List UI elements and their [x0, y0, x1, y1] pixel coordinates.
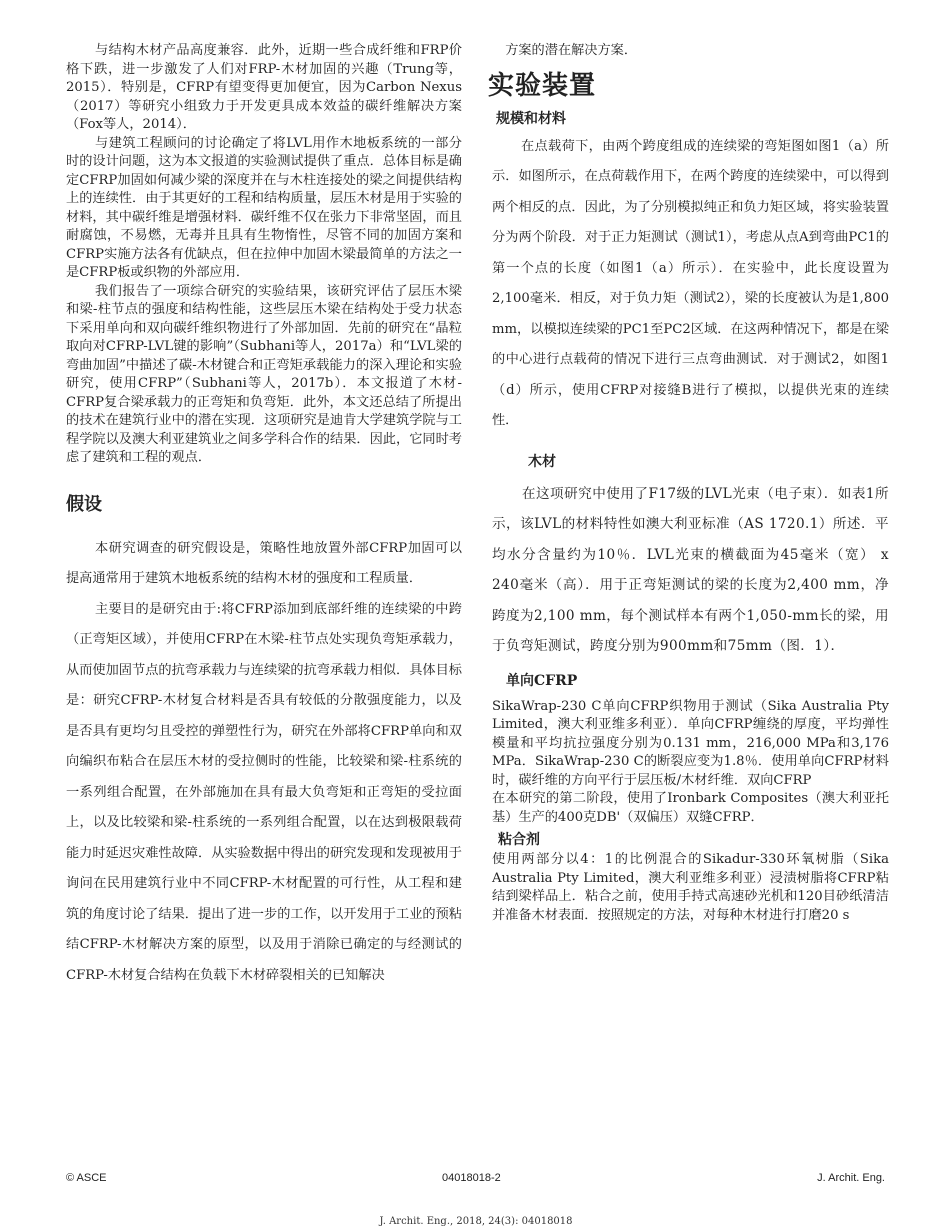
heading-scale-materials: 规模和材料 [496, 110, 566, 127]
paragraph-moment-diagram: 在点载荷下，由两个跨度组成的连续梁的弯矩图如图1（a）所示．如图所示，在点荷载作用下，在两个跨度的连续梁中，可以得到两个相反的点．因此，为了分别模拟纯正和负力矩区域，将实验装置分为两个阶段．对于正力矩测试（测试1），考虑从点A到弯曲PC1的第一个点的长度（如图1（a）所示）．在实验中，此长度设置为2,100毫米．相反，对于负力矩（测试2），梁的长度被认为是1,800 mm，以模拟连续梁的PC1至PC2区域．在这两种情况下，都是在梁的中心进行点载荷的情况下进行三点弯曲测试．对于测试2，如图1（d）所示，使用CFRP对接缝B进行了模拟，以提供光束的连续性． [492, 138, 889, 428]
heading-hypothesis: 假设 [66, 493, 102, 515]
paragraph-compatibility: 与结构木材产品高度兼容．此外，近期一些合成纤维和FRP价格下跌，进一步激发了人们对FRP-木材加固的兴趣（Trung等，2015）．特别是，CFRP有望变得更加便宜，因为Carbon Nexus（2017）等研究小组致力于开发更具成本效益的碳纤维解决方案（Fox等人，2014）． [66, 43, 462, 132]
paragraph-bidirectional-cfrp: 在本研究的第二阶段，使用了Ironbark Composites（澳大利亚托基）生产的400克DB'（双偏压）双缝CFRP． [492, 791, 889, 825]
right-column [488, 42, 889, 925]
paragraph-objectives: 主要目的是研究由于:将CFRP添加到底部纤维的连续梁的中跨（正弯矩区域），并使用CFRP在木梁-柱节点处实现负弯矩承载力，从而使加固节点的抗弯承载力与连续梁的抗弯承载力相似．具体目标是：研究CFRP-木材复合材料是否具有较低的分散强度能力，以及是否具有更均匀且受控的弹塑性行为，研究在外部将CFRP单向和双向编织布粘合在层压木材的受拉侧时的性能，比较梁和梁-柱系统的一系列组合配置，在外部施加在具有最大负弯矩和正弯矩的受拉面上，以及比较梁和梁-柱系统的一系列组合配置，以在达到极限载荷能力时延迟灾难性故障．从实验数据中得出的研究发现和发现被用于询问在民用建筑行业中不同CFRP-木材配置的可行性，从工程和建筑的角度讨论了结果．提出了进一步的工作，以开发用于工业的预粘结CFRP-木材解决方案的原型，以及用于消除已确定的与经测试的CFRP-木材复合结构在负载下木材碎裂相关的已知解决 [66, 601, 462, 983]
footer-journal: J. Archit. Eng. [817, 1172, 885, 1184]
paragraph-continuation: 方案的潜在解决方案． [505, 43, 638, 58]
paragraph-timber: 在这项研究中使用了F17级的LVL光束（电子束）．如表1所示，该LVL的材料特性如澳大利亚标准（AS 1720.1）所述．平均水分含量约为10％．LVL光束的横截面为45毫米（宽） x 240毫米（高）．用于正弯矩测试的梁的长度为2,400 mm，净跨度为2,100 mm，每个测试样本有两个1,050-mm长的梁，用于负弯矩测试，跨度分别为900mm和75mm（图．1）． [492, 485, 889, 654]
paragraph-design-problem: 与建筑工程顾问的讨论确定了将LVL用作木地板系统的一部分时的设计问题，这为本文报道的实验测试提供了重点．总体目标是确定CFRP加固如何减少梁的深度并在与木柱连接处的梁之间提供结构上的连续性．由于其更好的工程和结构质量，层压木材是用于实验的材料，其中碳纤维是增强材料．碳纤维不仅在张力下非常坚固，而且耐腐蚀，不易燃，无毒并且具有生物惰性，尽管不同的加固方案和CFRP实施方法各有优缺点，但在拉伸中加固木梁最简单的方法之一是CFRP板或织物的外部应用． [66, 135, 462, 280]
heading-experimental-setup: 实验装置 [488, 70, 597, 101]
heading-timber: 木材 [528, 453, 556, 470]
paragraph-adhesive: 使用两部分以4：1的比例混合的Sikadur-330环氧树脂（Sika Australia Pty Limited，澳大利亚维多利亚）浸渍树脂将CFRP粘结到梁样品上．粘合之前，使用手持式高速砂光机和120目砂纸清洁并准备木材表面．按照规定的方法，对每种木材进行打磨20 s [492, 852, 889, 923]
citation-line: J. Archit. Eng., 2018, 24(3): 04018018 [379, 1216, 573, 1227]
paragraph-hypothesis: 本研究调查的研究假设是，策略性地放置外部CFRP加固可以提高通常用于建筑木地板系统的结构木材的强度和工程质量． [66, 540, 462, 586]
paragraph-unidirectional-cfrp: SikaWrap-230 C单向CFRP织物用于测试（Sika Australia Pty Limited，澳大利亚维多利亚）．单向CFRP缠绕的厚度，平均弹性模量和平均抗拉强度分别为0.131 mm，216,000 MPa和3,176 MPa．SikaWrap-230 C的断裂应变为1.8％．使用单向CFRP材料时，碳纤维的方向平行于层压板/木材纤维．双向CFRP [492, 698, 889, 788]
page-footer [66, 1172, 889, 1188]
paragraph-experimental-results: 我们报告了一项综合研究的实验结果，该研究评估了层压木梁和梁-柱节点的强度和结构性能，这些层压木梁在结构处于受力状态下采用单向和双向碳纤维织物进行了外部加固．先前的研究在“晶粒取向对CFRP-LVL键的影响”（Subhani等人，2017a）和“LVL梁的弯曲加固”中描述了碳-木材键合和正弯矩承载能力的深入理论和实验研究，使用CFRP”（Subhani等人，2017b）．本文报道了木材-CFRP复合梁承载力的正弯矩和负弯矩．此外，本文还总结了所提出的技术在建筑行业中的潜在实现．这项研究是迪肯大学建筑学院与工程学院以及澳大利亚建筑业之间多学科合作的结果．因此，它同时考虑了建筑和工程的观点． [66, 283, 462, 465]
footer-copyright: © ASCE [66, 1172, 107, 1184]
footer-article-number: 04018018-2 [442, 1172, 501, 1184]
heading-unidirectional-cfrp: 单向CFRP [506, 672, 578, 689]
heading-adhesive: 粘合剂 [498, 832, 540, 848]
left-column [66, 42, 462, 991]
